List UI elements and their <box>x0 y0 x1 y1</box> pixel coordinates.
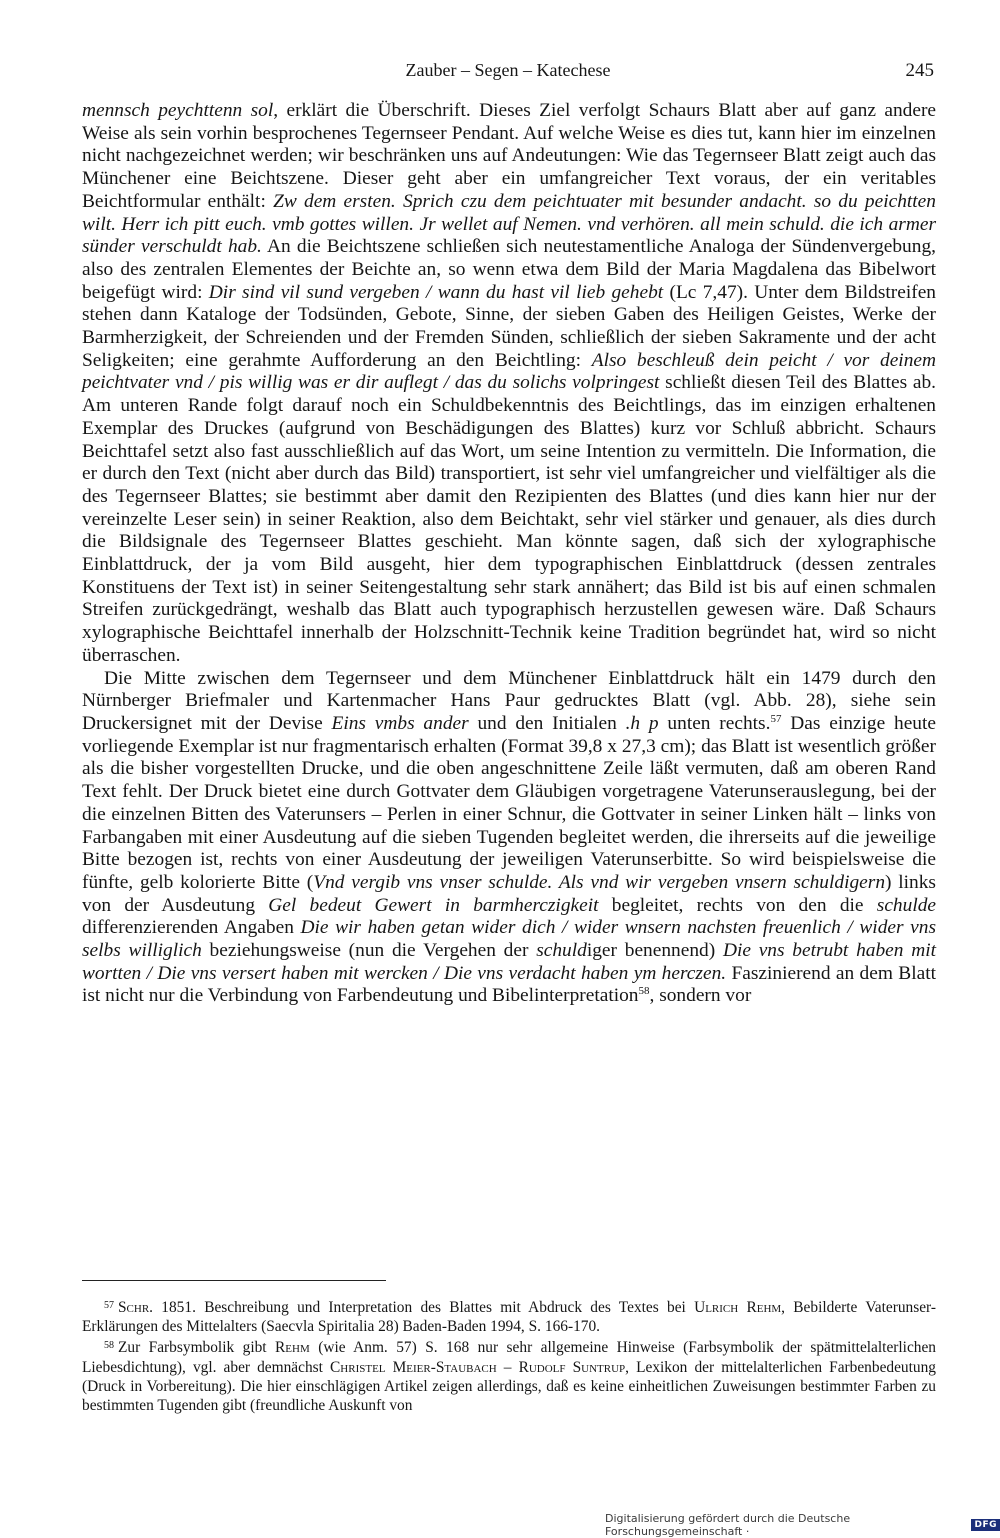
footnotes <box>82 1296 936 1415</box>
quoted-text: Eins vmbs ander <box>331 712 469 734</box>
text-run: (Lc 7,47). Unter dem Bildstreifen stehen dann Kataloge der Todsünden, Gebote, Sinne, der sieben Gaben des Heiligen Geistes, Werke der Barmherzigkeit, der Schreienden und der Fremden Sünden, schließlich der sieben Sakramente und der acht Seligkeiten; eine gerahmte Aufforderung an den Beichtling: <box>82 281 937 371</box>
text-run: (wie Anm. 57) S. 168 nur sehr allgemeine Hinweise (Farbsymbolik der spätmittelalterlichen Liebesdichtung), vgl. aber demnächst <box>82 1339 937 1376</box>
quoted-text: schulde <box>876 894 937 916</box>
text-run: Zur Farbsymbolik gibt <box>118 1339 276 1357</box>
text-run: , erklärt die Überschrift. Dieses Ziel verfolgt Schaurs Blatt aber auf ganz andere Weise als sein vorhin besprochenes Tegernseer Pendant. Auf welche Weise es dies tut, kann hier im einzelnen nicht nachgezeichnet werden; wir beschränken uns auf Andeutungen: Wie das Tegernseer Blatt zeigt auch das Münchener eine Beichtszene. Dieser geht aber ein umfangreicher Text voraus, der ein veritables Beichtformular enthält: <box>82 100 937 212</box>
dfg-logo: DFG <box>971 1519 1000 1531</box>
text-run: begleitet, rechts von den die <box>598 894 877 916</box>
footnote-57 <box>82 1296 936 1336</box>
quoted-text: Gel bedeut Gewert in barmherczigkeit <box>268 894 599 916</box>
main-text <box>82 100 936 1008</box>
quoted-text: Dir sind vil sund vergeben / wann du hast vil lieb gehebt <box>208 281 664 303</box>
text-run: Das einzige heute vorliegende Exemplar ist nur fragmentarisch erhalten (Format 39,8 x 27,3 cm); das Blatt ist wesentlich größer als die bisher vorgestellten Drucke, und die oben angeschnittene Zeile läßt vermuten, daß am oberen Rand Text fehlt. Der Druck bietet eine durch Gottvater dem Gläubigen vorgetragene Vaterunserauslegung, bei der die einzelnen Bitten des Vaterunsers – Perlen in einer Schnur, die Gottvater in seiner Linken hält – links von Farbangaben mit einer Ausdeutung auf die sieben Tugenden begleitet werden, die ihrerseits auf die jeweilige Bitte bezogen ist, rechts von einer Ausdeutung der jeweiligen Vaterunserbitte. So wird beispielsweise die fünfte, gelb kolorierte Bitte ( <box>82 712 936 893</box>
footnote-58 <box>82 1336 936 1415</box>
running-title: Zauber – Segen – Katechese <box>405 60 611 80</box>
quoted-text: .h p <box>625 712 659 734</box>
author-name: Ulrich Rehm <box>694 1299 782 1316</box>
text-run: iger benennend) <box>586 940 723 962</box>
text-run: 1851. Beschreibung und Interpretation des Blattes mit Abdruck des Textes bei <box>153 1299 695 1316</box>
footnote-number: 57 <box>104 1300 114 1311</box>
quoted-text: Vnd vergib vns vnser schulde. Als vnd wir vergeben vnsern schuldigern <box>313 871 886 893</box>
quoted-text: Die vns betrubt haben mit wortten / Die vns versert haben mit wercken / Die vns verdacht haben ym herczen. <box>82 940 936 984</box>
quoted-text: Also beschleuß dein peicht / vor deinem peichtvater vnd / pis willig was er dir auflegt / das du solichs volpringest <box>82 349 936 394</box>
footnote-ref: 57 <box>770 712 782 725</box>
text-run: , Lexikon der mittelalterlichen Farbenbedeutung (Druck in Vorbereitung). Die hier einschlägigen Artikel zeigen allerdings, daß es keine einheitlichen Zuweisungen bestimmter Farben zu bestimmten Tugenden gibt (freundliche Auskunft von <box>82 1358 936 1415</box>
text-run: An die Beichtszene schließen sich neutestamentliche Analoga der Sündenvergebung, also des zentralen Elementes der Beichte an, so wenn etwa dem Bild der Maria Magdalena das Bibelwort beigefügt wird: <box>82 236 936 303</box>
text-run: , sondern vor <box>649 985 752 1007</box>
text-run: Die Mitte zwischen dem Tegernseer und dem Münchener Einblattdruck hält ein 1479 durch den Nürnberger Briefmaler und Kartenmacher Hans Paur gedrucktes Blatt (vgl. Abb. 28), siehe sein Druckersignet mit der Devise <box>82 667 936 734</box>
author-name: Christel Meier-Staubach – Rudolf Suntrup <box>330 1358 626 1376</box>
text-run: , Bebilderte Vaterunser-Erklärungen des Mittelalters (Saecvla Spiritalia 28) Baden-Baden 1994, S. 166-170. <box>82 1299 936 1336</box>
author-name: Schr. <box>118 1299 154 1316</box>
text-run: Faszinierend an dem Blatt ist nicht nur die Verbindung von Farbendeutung und Bibelinterpretation <box>82 962 936 1007</box>
quoted-text: mennsch peychttenn sol <box>82 100 274 121</box>
footnote-number: 58 <box>104 1340 114 1352</box>
dfg-notice-text: Digitalisierung gefördert durch die Deutsche Forschungsgemeinschaft · <box>605 1512 851 1538</box>
running-head <box>82 60 934 88</box>
quoted-text: schuld <box>536 940 587 962</box>
text-run: unten rechts. <box>658 712 771 734</box>
text-run: und den Initialen <box>468 712 626 734</box>
text-run: beziehungsweise (nun die Vergehen der <box>201 940 537 962</box>
quoted-text: Die wir haben getan wider dich / wider wnsern nachsten freuenlich / wider vns selbs williglich <box>82 917 936 962</box>
footnote-rule <box>82 1280 386 1281</box>
page-number: 245 <box>905 60 934 81</box>
text-run: differenzierenden Angaben <box>82 917 301 939</box>
paragraph-1 <box>82 100 936 668</box>
quoted-text: Zw dem ersten. Sprich czu dem peichtuater mit besunder andacht. so du peichtten wilt. Herr ich pitt euch. vmb gottes willen. Jr wellet auf Nemen. vnd verhören. all mein schuld. die ich armer sünder verschuldt hab. <box>82 190 936 258</box>
author-name: Rehm <box>275 1339 310 1357</box>
text-run: schließt diesen Teil des Blattes ab. Am unteren Rande folgt darauf noch ein Schuldbekenntnis des Beichtlings, das im einzigen erhaltenen Exemplar des Druckes (aufgrund von Beschädigungen des Blattes) kurz vor Schluß abbricht. Schaurs Beichttafel setzt also fast ausschließlich auf das Wort, um seine Intention zu vermitteln. Die Information, die er durch den Text (nicht aber durch das Bild) transportiert, ist sehr viel umfangreicher und vielfältiger als die des Tegernseer Blattes; sie bestimmt aber damit den Rezipienten des Blattes (und dies kann hier nur der vereinzelte Leser sein) in seiner Reaktion, also dem Beichtakt, sehr viel stärker und genauer, als dies durch die Bildsignale des Tegernseer Blattes geschieht. Man könnte sagen, daß sich der xylographische Einblattdruck, der ja vom Bild ausgeht, hier dem typographischen Einblattdruck (dessen zentrales Konstituens der Text ist) in seiner Seitengestaltung sehr stark annähert; das Bild ist bis auf einen schmalen Streifen zurückgedrängt, weshalb das Blatt auch typographisch herzustellen gewesen wäre. Daß Schaurs xylographische Beichttafel innerhalb der Holzschnitt-Technik keine Tradition begründet hat, wird so nicht überraschen. <box>82 372 936 666</box>
footnote-ref: 58 <box>638 985 650 998</box>
digitization-notice <box>605 1512 1000 1538</box>
paragraph-2 <box>82 668 936 1009</box>
text-run: ) links von der Ausdeutung <box>82 871 936 916</box>
